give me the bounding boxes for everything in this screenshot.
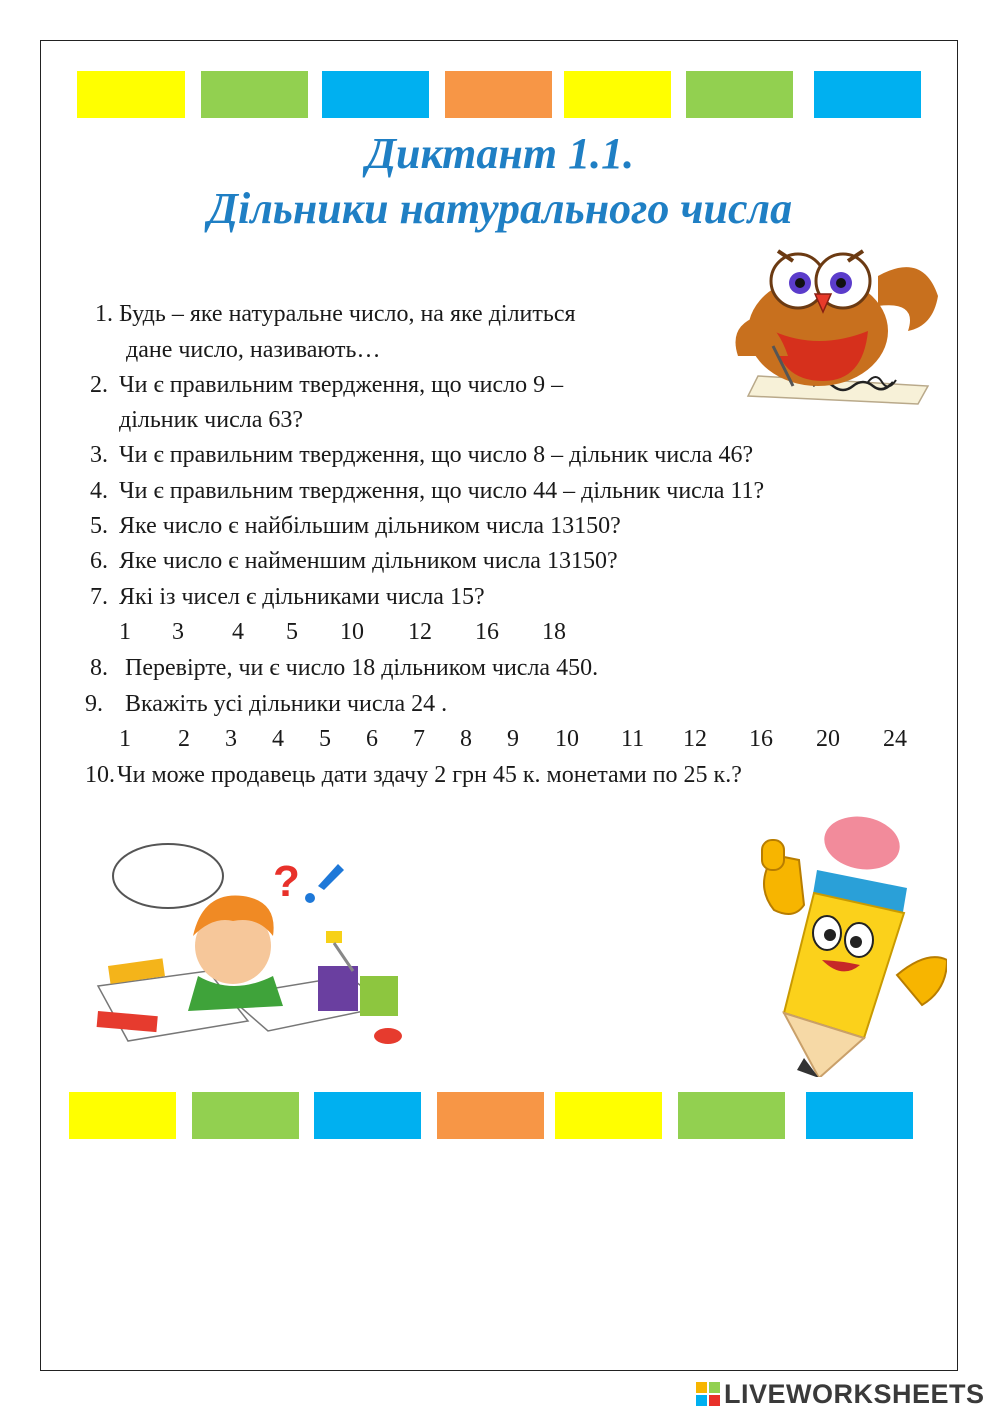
q4-number: 4.	[90, 478, 108, 504]
stripe-top-1	[77, 71, 185, 118]
q8-text: Перевірте, чи є число 18 дільником числа 450.	[125, 655, 599, 681]
stripe-top-7	[814, 71, 921, 118]
q10-number: 10.	[85, 762, 115, 788]
owl-illustration	[718, 236, 938, 408]
q9-text: Вкажіть усі дільники числа 24 .	[125, 691, 448, 717]
q1-number: 1.	[95, 301, 113, 327]
logo-text: LIVEWORKSHEETS	[724, 1378, 985, 1409]
stripe-bottom-3	[314, 1092, 421, 1139]
q3-text: Чи є правильним твердження, що число 8 – дільник числа 46?	[119, 442, 754, 468]
stripe-top-3	[322, 71, 429, 118]
q9-option[interactable]: 24	[883, 726, 907, 752]
q7-option[interactable]: 18	[542, 619, 566, 645]
svg-text:?: ?	[273, 857, 300, 906]
liveworksheets-logo[interactable]	[696, 1380, 985, 1408]
logo-blocks-icon	[696, 1382, 720, 1406]
q9-option[interactable]: 11	[621, 726, 645, 752]
q7-option[interactable]: 5	[286, 619, 298, 645]
pencil-mascot-illustration	[742, 815, 947, 1077]
q2-number: 2.	[90, 372, 108, 398]
q6-text: Яке число є найменшим дільником числа 13150?	[119, 548, 618, 574]
stripe-bottom-6	[678, 1092, 785, 1139]
q9-option[interactable]: 1	[119, 726, 131, 752]
stripe-top-5	[564, 71, 671, 118]
q5-text: Яке число є найбільшим дільником числа 13150?	[119, 513, 621, 539]
q6-number: 6.	[90, 548, 108, 574]
q9-option[interactable]: 5	[319, 726, 331, 752]
stripe-top-4	[445, 71, 552, 118]
q7-option[interactable]: 3	[172, 619, 184, 645]
q10-text: Чи може продавець дати здачу 2 грн 45 к. монетами по 25 к.?	[117, 762, 742, 788]
q9-option[interactable]: 6	[366, 726, 378, 752]
boy-studying-illustration	[88, 836, 418, 1056]
q2-text-line1: Чи є правильним твердження, що число 9 –	[119, 372, 564, 398]
logo-letter-l	[696, 1382, 707, 1393]
q9-option[interactable]: 3	[225, 726, 237, 752]
q7-option[interactable]: 1	[119, 619, 131, 645]
stripe-bottom-5	[555, 1092, 662, 1139]
q7-option[interactable]: 10	[340, 619, 364, 645]
q7-option[interactable]: 16	[475, 619, 499, 645]
q7-option[interactable]: 12	[408, 619, 432, 645]
stripe-bottom-4	[437, 1092, 544, 1139]
q9-option[interactable]: 10	[555, 726, 579, 752]
stripe-bottom-2	[192, 1092, 299, 1139]
q8-number: 8.	[90, 655, 108, 681]
q9-option[interactable]: 20	[816, 726, 840, 752]
q4-text: Чи є правильним твердження, що число 44 – дільник числа 11?	[119, 478, 765, 504]
q9-option[interactable]: 2	[178, 726, 190, 752]
q3-number: 3.	[90, 442, 108, 468]
logo-letter-v	[696, 1395, 707, 1406]
q1-text-line1: Будь – яке натуральне число, на яке ділиться	[119, 301, 576, 327]
q2-text-line2: дільник числа 63?	[119, 407, 303, 433]
q9-option[interactable]: 4	[272, 726, 284, 752]
q9-option[interactable]: 16	[749, 726, 773, 752]
logo-letter-i	[709, 1382, 720, 1393]
q9-option[interactable]: 9	[507, 726, 519, 752]
title-line-2: Дільники натурального числа	[207, 184, 793, 233]
q1-text-line2: дане число, називають…	[126, 337, 381, 363]
q7-option[interactable]: 4	[232, 619, 244, 645]
q9-option[interactable]: 7	[413, 726, 425, 752]
q9-number: 9.	[85, 691, 103, 717]
q7-number: 7.	[90, 584, 108, 610]
stripe-top-2	[201, 71, 308, 118]
q9-option[interactable]: 12	[683, 726, 707, 752]
q7-text: Які із чисел є дільниками числа 15?	[119, 584, 485, 610]
stripe-bottom-7	[806, 1092, 913, 1139]
q9-option[interactable]: 8	[460, 726, 472, 752]
title-line-1: Диктант 1.1.	[365, 129, 635, 178]
q5-number: 5.	[90, 513, 108, 539]
logo-letter-e	[709, 1395, 720, 1406]
stripe-bottom-1	[69, 1092, 176, 1139]
stripe-top-6	[686, 71, 793, 118]
